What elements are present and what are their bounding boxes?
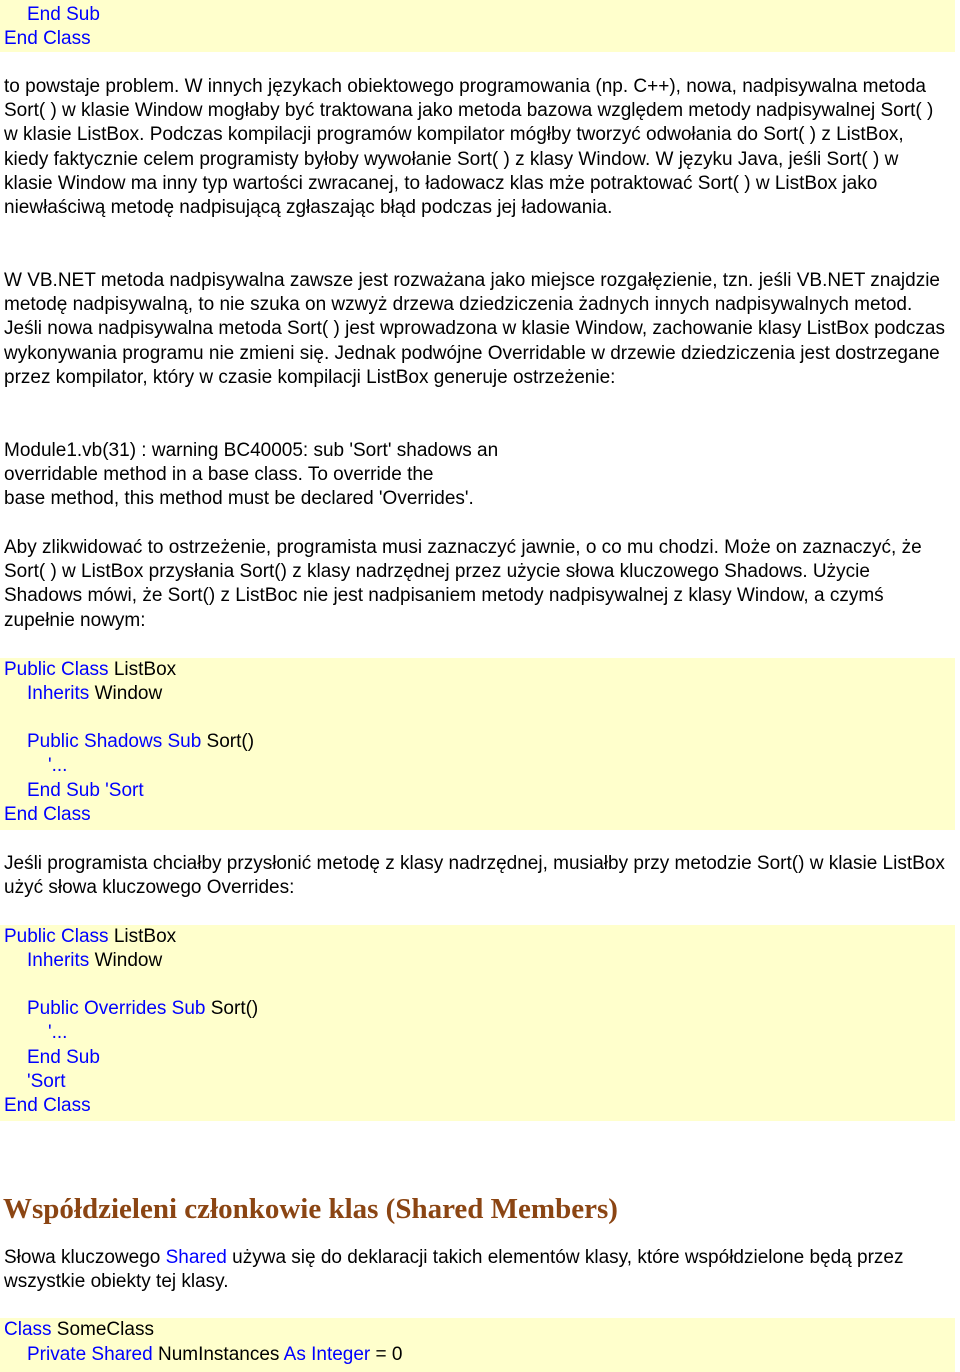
code-line <box>27 1070 65 1094</box>
code-text: ListBox <box>108 659 177 680</box>
code-block-4 <box>0 1318 955 1372</box>
code-keyword: End Sub <box>27 1047 100 1068</box>
code-keyword: Public Overrides Sub <box>27 998 206 1019</box>
code-keyword: Public Shadows Sub <box>27 731 202 752</box>
code-text: = 0 <box>370 1344 403 1365</box>
text: Słowa kluczowego <box>4 1247 166 1268</box>
paragraph-3: Aby zlikwidować to ostrzeżenie, programista musi zaznaczyć jawnie, o co mu chodzi. Może on zaznaczyć, że Sort( ) w ListBox przysłania Sort() z klasy nadrzędnej przez użycie słowa kluczowego Shadows. Użycie Shadows mówi, że Sort() z ListBoc nie jest nadpisaniem metody nadpisywalnej z klasy Window, a czymś zupełnie nowym: <box>4 537 922 631</box>
code-line <box>27 779 144 803</box>
code-line <box>27 1343 402 1367</box>
code-line <box>27 949 162 973</box>
code-keyword: End Class <box>4 1095 91 1116</box>
section-heading: Współdzieleni członkowie klas (Shared Members) <box>3 1193 618 1225</box>
code-text: Sort() <box>205 998 259 1019</box>
code-line <box>27 682 162 706</box>
warning-line: Module1.vb(31) : warning BC40005: sub 'Sort' shadows an <box>4 440 499 461</box>
code-line <box>4 1094 91 1118</box>
code-keyword: End Class <box>4 28 91 49</box>
code-keyword: Class <box>4 1319 52 1340</box>
code-block-1 <box>0 0 955 52</box>
code-line <box>27 1046 100 1070</box>
code-comment: '... <box>48 1022 68 1043</box>
code-comment: 'Sort <box>27 1071 66 1092</box>
inline-keyword: Shared <box>165 1247 227 1268</box>
code-line <box>48 1021 67 1045</box>
code-keyword: Inherits <box>27 950 90 971</box>
code-keyword: Public Class <box>4 659 109 680</box>
paragraph-5 <box>4 1246 952 1294</box>
code-keyword: End Sub <box>27 4 100 25</box>
code-keyword: Inherits <box>27 683 90 704</box>
code-line <box>4 27 91 51</box>
code-line <box>4 658 176 682</box>
code-text: SomeClass <box>51 1319 154 1340</box>
code-line <box>27 3 100 27</box>
code-comment: '... <box>48 755 68 776</box>
code-keyword: End Sub 'Sort <box>27 780 144 801</box>
code-line <box>4 803 91 827</box>
code-line <box>27 997 258 1021</box>
code-block-2 <box>0 658 955 830</box>
code-line <box>4 1318 154 1342</box>
code-text: Sort() <box>201 731 255 752</box>
code-text: NumInstances <box>152 1344 284 1365</box>
code-keyword: End Class <box>4 804 91 825</box>
text: używa się do deklaracji takich elementów klasy, które współdzielone będą przez wszystkie obiekty tej klasy. <box>4 1247 904 1293</box>
code-keyword: Private Shared <box>27 1344 153 1365</box>
code-block-3 <box>0 925 955 1121</box>
warning-message <box>4 439 498 512</box>
code-keyword: As Integer <box>283 1344 371 1365</box>
code-text: Window <box>89 950 163 971</box>
code-keyword: Public Class <box>4 926 109 947</box>
code-line <box>48 754 67 778</box>
code-text: ListBox <box>108 926 177 947</box>
warning-line: base method, this method must be declared 'Overrides'. <box>4 488 474 510</box>
paragraph-2: W VB.NET metoda nadpisywalna zawsze jest rozważana jako miejsce rozgałęzienie, tzn. jeśli VB.NET znajdzie metodę nadpisywalną, to nie szuka on wzwyż drzewa dziedziczenia żadnych innych nadpisywalnych metod. Jeśli nowa nadpisywalna metoda Sort( ) jest wprowadzona w klasie Window, zachowanie klasy ListBox podczas wykonywania programu nie zmieni się. Jednak podwójne Overridable w drzewie dziedziczenia jest dostrzegane przez kompilator, który w czasie kompilacji ListBox generuje ostrzeżenie: <box>4 270 945 388</box>
warning-line: overridable method in a base class. To override the <box>4 464 434 486</box>
paragraph-4: Jeśli programista chciałby przysłonić metodę z klasy nadrzędnej, musiałby przy metodzie Sort() w klasie ListBox użyć słowa kluczowego Overrides: <box>4 853 945 899</box>
code-text: Window <box>89 683 163 704</box>
paragraph-1: to powstaje problem. W innych językach obiektowego programowania (np. C++), nowa, nadpisywalna metoda Sort( ) w klasie Window mogłaby być traktowana jako metoda bazowa względem metody nadpisywalnej Sort( ) w klasie ListBox. Podczas kompilacji programów kompilator mógłby tworzyć odwołania do Sort( ) z ListBox, kiedy faktycznie celem programisty byłoby wywołanie Sort( ) z klasy Window. W języku Java, jeśli Sort( ) w klasie Window ma inny typ wartości zwracanej, to ładowacz klas mże potraktować Sort( ) w ListBox jako niewłaściwą metodę nadpisującą zgłaszając błąd podczas jej ładowania. <box>4 76 934 219</box>
code-line <box>4 925 176 949</box>
code-line <box>27 730 254 754</box>
